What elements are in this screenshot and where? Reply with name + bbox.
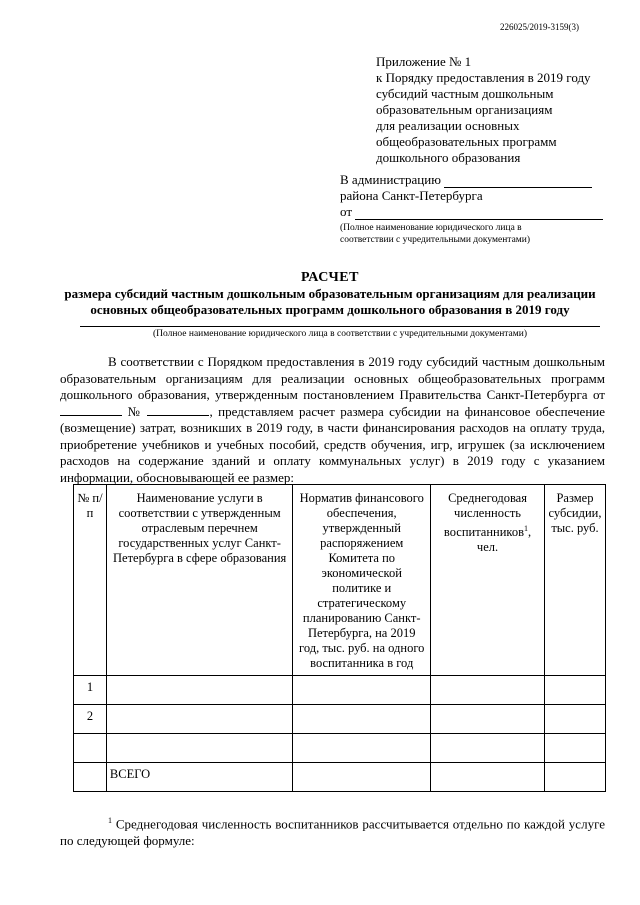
row-cell: [293, 705, 431, 734]
footnote-text: Среднегодовая численность воспитанников рассчитывается отдельно по каждой услуге по следующей формуле:: [60, 816, 605, 849]
address-block: [340, 172, 603, 246]
row-cell: [74, 763, 107, 792]
appendix-line: для реализации основных: [376, 118, 520, 133]
row-cell: [431, 676, 545, 705]
row-cell: [544, 676, 605, 705]
district-label: района Санкт-Петербурга: [340, 188, 483, 203]
header-count: Среднегодовая численность воспитанников$^1$, чел.: [431, 485, 545, 676]
footnote-mark: 1: [108, 816, 112, 825]
row-cell: [293, 763, 431, 792]
table-row: [74, 705, 606, 734]
row-cell: [431, 763, 545, 792]
row-cell: [431, 734, 545, 763]
appendix-line: Приложение № 1: [376, 54, 472, 69]
row-cell: [293, 676, 431, 705]
row-cell: [544, 763, 605, 792]
row-cell: [544, 734, 605, 763]
from-label: от: [340, 204, 353, 219]
address-note: (Полное наименование юридического лица в соответствии с учредительными документами): [340, 223, 531, 245]
table-row: [74, 734, 606, 763]
from-blank: [355, 219, 603, 220]
row-cell: [544, 705, 605, 734]
org-name-line: [80, 326, 600, 327]
row-num: 1: [74, 676, 107, 705]
row-num: 2: [74, 705, 107, 734]
row-cell: [431, 705, 545, 734]
row-num: [74, 734, 107, 763]
row-cell: [106, 705, 292, 734]
number-sign: №: [127, 403, 143, 419]
to-label: В администрацию: [340, 172, 441, 187]
table-total-row: [74, 763, 606, 792]
subsidy-table: [73, 484, 606, 792]
appendix-line: к Порядку предоставления в 2019 году: [376, 70, 591, 85]
body-paragraph: [60, 354, 605, 486]
header-service: Наименование услуги в соответствии с утвержденным отраслевым перечнем государственных услуг Санкт-Петербурга в сфере образования: [106, 485, 292, 676]
body-part1: В соответствии с Порядком предоставления в 2019 году субсидий частным дошкольным образовательным организациям для реализации основных общеобразовательных программ дошкольного образования, утвержденным постановлением Правительства Санкт-Петербурга от: [60, 354, 605, 402]
document-id: 226025/2019-3159(3): [500, 22, 579, 32]
total-label: ВСЕГО: [106, 763, 292, 792]
row-cell: [106, 734, 292, 763]
appendix-block: [376, 54, 591, 166]
date-blank: [60, 415, 122, 416]
row-cell: [106, 676, 292, 705]
header-size: Размер субсидии, тыс. руб.: [544, 485, 605, 676]
number-blank: [147, 415, 209, 416]
footnote: [60, 812, 605, 849]
appendix-line: общеобразовательных программ: [376, 134, 557, 149]
appendix-line: дошкольного образования: [376, 150, 521, 165]
table-header-row: [74, 485, 606, 676]
table-row: [74, 676, 606, 705]
body-part2: , представляем расчет размера субсидии на финансовое обеспечение (возмещение) затрат, возникших в 2019 году, в части финансирования расходов на оплату труда, приобретение учебников и учебных пособий, средств обучения, игр, игрушек (за исключением расходов на содержание зданий и оплату коммунальных услуг) в 2019 году с указанием информации, обосновывающей ее размер:: [60, 403, 606, 485]
appendix-line: субсидий частным дошкольным: [376, 86, 554, 101]
title-line: основных общеобразовательных программ дошкольного образования в 2019 году: [90, 302, 570, 317]
document-title: [40, 270, 620, 318]
appendix-line: образовательным организациям: [376, 102, 553, 117]
org-name-note: (Полное наименование юридического лица в соответствии с учредительными документами): [152, 329, 528, 339]
header-norm: Норматив финансового обеспечения, утвержденный распоряжением Комитета по экономической политике и стратегическому планированию Санкт-Петербурга, на 2019 год, тыс. руб. на одного воспитанника в год: [293, 485, 431, 676]
header-num: № п/п: [74, 485, 107, 676]
title-main: РАСЧЕТ: [301, 270, 359, 285]
title-line: размера субсидий частным дошкольным образовательным организациям для реализации: [64, 286, 596, 301]
row-cell: [293, 734, 431, 763]
